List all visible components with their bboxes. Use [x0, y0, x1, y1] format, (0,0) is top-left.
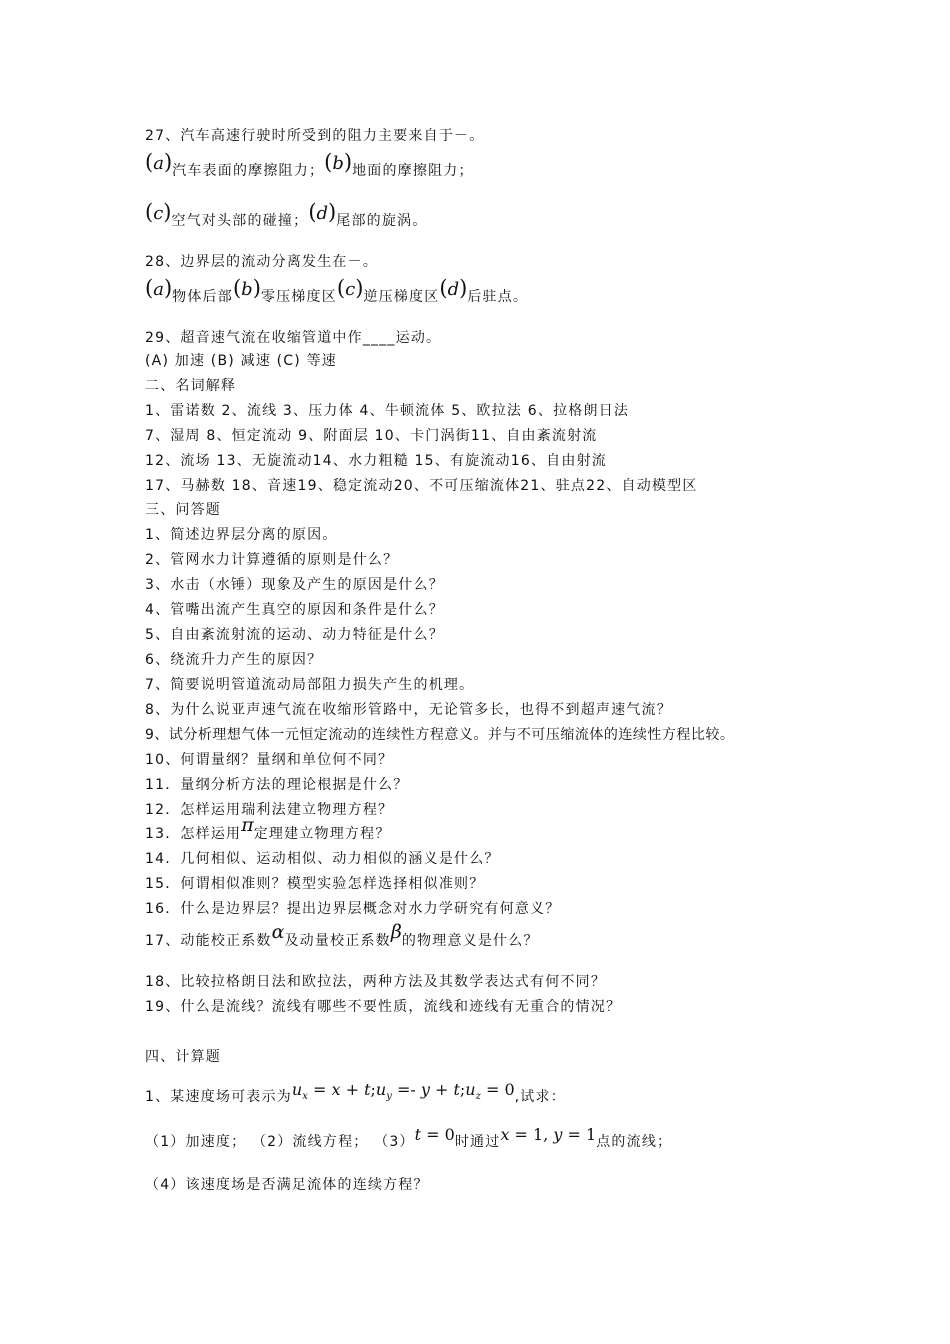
section3-q9: 9、试分析理想气体一元恒定流动的连续性方程意义。并与不可压缩流体的连续性方程比较。 [145, 727, 735, 743]
section2-line-1: 1、雷诺数 2、流线 3、压力体 4、牛顿流体 5、欧拉法 6、拉格朗日法 [145, 403, 630, 419]
q27-label-c: (c) [145, 200, 172, 224]
section3-q19: 19、什么是流线？流线有哪些不要性质，流线和迹线有无重合的情况？ [145, 999, 622, 1015]
section2-line-4: 17、马赫数 18、音速19、稳定流动20、不可压缩流体21、驻点22、自动模型区 [145, 478, 698, 494]
section3-q14: 14．几何相似、运动相似、动力相似的涵义是什么？ [145, 851, 500, 867]
section3-q11: 11．量纲分析方法的理论根据是什么？ [145, 777, 409, 793]
section4-q1-parts-2: （4）该速度场是否满足流体的连续方程？ [145, 1177, 429, 1193]
section3-q17: 17、动能校正系数α及动量校正系数β的物理意义是什么？ [145, 921, 539, 949]
q27-option-a: 汽车表面的摩擦阻力； [172, 163, 325, 179]
point-formula: x = 1, y = 1 [500, 1125, 597, 1144]
section3-q3: 3、水击（水锤）现象及产生的原因是什么？ [145, 577, 444, 593]
q27-option-b: 地面的摩擦阻力； [352, 163, 474, 179]
q27-label-d: (d) [308, 200, 337, 224]
q27-options-cd [145, 200, 428, 229]
t-zero-formula: t = 0 [414, 1125, 455, 1144]
section3-q13: 13．怎样运用π定理建立物理方程？ [145, 814, 391, 842]
pi-symbol: π [241, 814, 254, 836]
section3-q10: 10、何谓量纲？量纲和单位何不同？ [145, 752, 394, 768]
q29-options: (A) 加速 (B) 减速 (C) 等速 [145, 353, 337, 369]
q28-label-d: (d) [439, 276, 468, 300]
q27-option-c: 空气对头部的碰撞； [171, 213, 309, 229]
q28-label-c: (c) [336, 276, 364, 300]
section3-q4: 4、管嘴出流产生真空的原因和条件是什么？ [145, 602, 444, 618]
section4-q1: 1、某速度场可表示为$u_x = x$ + $t;u_y =- y$ + $t;u_z = 0$,试求： [145, 1080, 566, 1105]
section3-q18: 18、比较拉格朗日法和欧拉法，两种方法及其数学表达式有何不同？ [145, 974, 607, 990]
q28-label-b: (b) [232, 276, 261, 300]
section3-q5: 5、自由紊流射流的运动、动力特征是什么？ [145, 627, 444, 643]
q28-option-d: 后驻点。 [467, 289, 529, 305]
alpha-symbol: α [271, 921, 285, 943]
q29-stem: 29、超音速气流在收缩管道中作____运动。 [145, 330, 442, 346]
section3-q2: 2、管网水力计算遵循的原则是什么？ [145, 552, 399, 568]
q27-label-b: (b) [324, 150, 353, 174]
velocity-field-formula: $u_x = x$ + $t;u_y =- y$ + $t;u_z = 0$ [291, 1080, 515, 1103]
q27-options-ab [145, 150, 474, 179]
section2-title: 二、名词解释 [145, 378, 237, 394]
section3-q6: 6、绕流升力产生的原因？ [145, 652, 323, 668]
section2-line-2: 7、湿周 8、恒定流动 9、附面层 10、卡门涡街11、自由紊流射流 [145, 428, 598, 444]
section3-q16: 16．什么是边界层？提出边界层概念对水力学研究有何意义？ [145, 901, 561, 917]
section2-line-3: 12、流场 13、无旋流动14、水力粗糙 15、有旋流动16、自由射流 [145, 453, 607, 469]
section3-q15: 15．何谓相似准则？模型实验怎样选择相似准则？ [145, 876, 485, 892]
q28-option-b: 零压梯度区 [260, 289, 337, 305]
q27-stem: 27、汽车高速行驶时所受到的阻力主要来自于－。 [145, 128, 485, 144]
q28-label-a: (a) [145, 276, 173, 300]
q28-option-c: 逆压梯度区 [363, 289, 440, 305]
section3-title: 三、问答题 [145, 502, 221, 518]
section3-q8: 8、为什么说亚声速气流在收缩形管路中，无论管多长，也得不到超声速气流？ [145, 702, 672, 718]
section4-title: 四、计算题 [145, 1049, 221, 1065]
q28-option-a: 物体后部 [172, 289, 233, 305]
q28-stem: 28、边界层的流动分离发生在－。 [145, 254, 379, 270]
beta-symbol: β [390, 921, 402, 943]
section4-q1-parts-1: （1）加速度； （2）流线方程； （3）t = 0时通过x = 1, y = 1点的流线； [145, 1125, 673, 1150]
section3-q12: 12．怎样运用瑞利法建立物理方程？ [145, 802, 394, 818]
section3-q7: 7、简要说明管道流动局部阻力损失产生的机理。 [145, 677, 475, 693]
q27-label-a: (a) [145, 150, 173, 174]
section3-q1: 1、简述边界层分离的原因。 [145, 527, 338, 543]
q27-option-d: 尾部的旋涡。 [336, 213, 428, 229]
q28-options [145, 276, 529, 305]
